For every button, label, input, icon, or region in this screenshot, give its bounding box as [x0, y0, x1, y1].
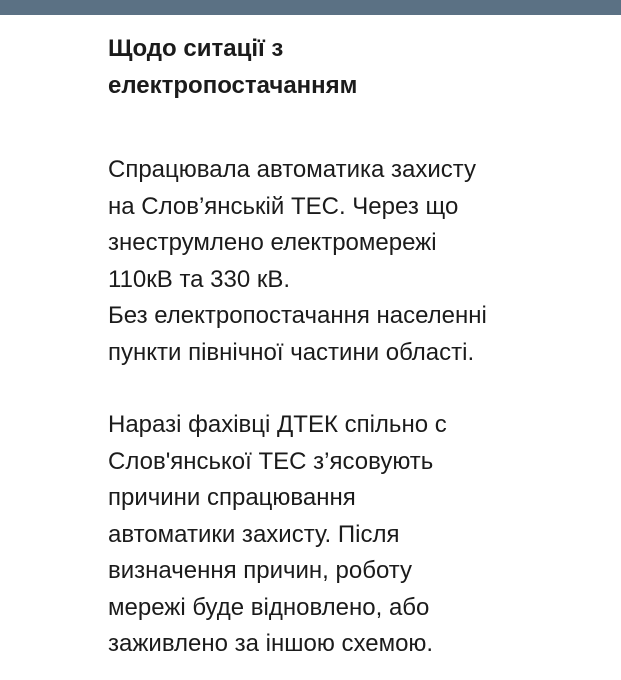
paragraph-2 — [108, 407, 608, 663]
paragraph-line: пункти північної частини області. — [108, 338, 475, 366]
paragraph-line: Спрацювала автоматика захисту — [108, 156, 477, 183]
paragraph-line: на Слов’янській ТЕС. Через що — [108, 192, 459, 220]
paragraph-line: знеструмлено електромережі — [108, 229, 437, 256]
paragraph-line: визначення причин, роботу — [108, 557, 413, 584]
top-bar — [0, 0, 621, 15]
message-body — [108, 30, 608, 663]
paragraph-line: мережі буде відновлено, або — [108, 593, 430, 621]
paragraph-line: автоматики захисту. Після — [108, 520, 400, 548]
message-title — [108, 30, 608, 104]
paragraph-line: причини спрацювання — [108, 484, 356, 511]
paragraph-line: Без електропостачання населенні — [108, 302, 487, 329]
paragraph-line: Наразі фахівці ДТЕК спільно с — [108, 411, 447, 438]
paragraph-line: Слов'янської ТЕС з’ясовують — [108, 447, 434, 475]
paragraph-line: 110кВ та 330 кВ. — [108, 265, 291, 293]
title-line: Щодо ситації з — [108, 35, 284, 62]
paragraph-line: заживлено за іншою схемою. — [108, 630, 434, 657]
title-line: електропостачанням — [108, 72, 358, 99]
paragraph-1 — [108, 152, 608, 371]
